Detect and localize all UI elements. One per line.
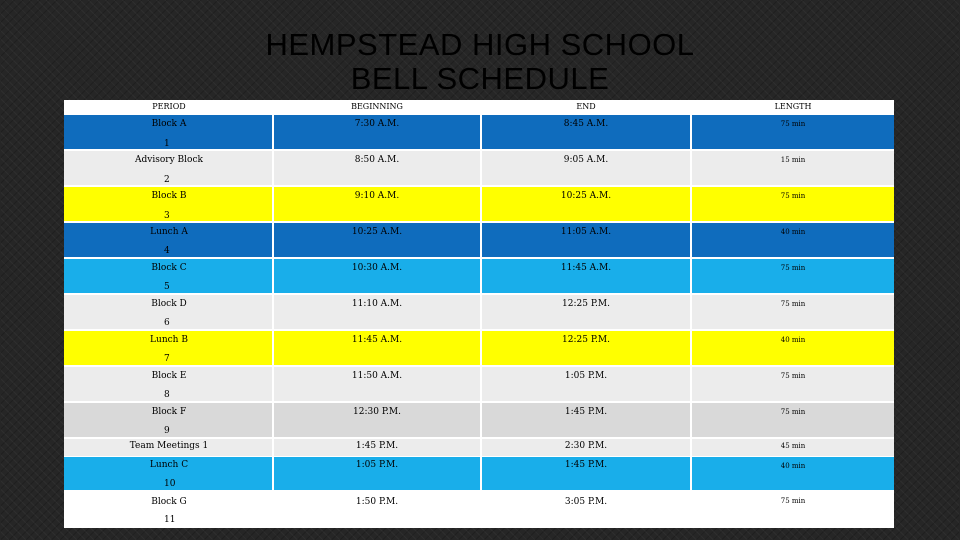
period-cell: Block E: [151, 371, 187, 381]
end-cell: 2:30 P.M.: [564, 441, 608, 451]
table-row: [64, 151, 894, 185]
length-cell: 75 min: [780, 120, 806, 128]
table-row: [64, 259, 894, 293]
page-title: [230, 28, 730, 96]
begin-cell: 1:05 P.M.: [355, 460, 399, 470]
period-cell: Team Meetings 1: [129, 441, 209, 451]
length-cell: 75 min: [780, 300, 806, 308]
begin-cell: 1:50 P.M.: [355, 497, 399, 507]
period-cell: Block G: [151, 497, 187, 507]
begin-cell: 9:10 A.M.: [354, 191, 400, 201]
table-row: [64, 491, 894, 528]
length-cell: 15 min: [780, 156, 806, 164]
end-cell: 1:05 P.M.: [564, 371, 608, 381]
begin-cell: 11:50 A.M.: [351, 371, 403, 381]
header-period-cell: [64, 100, 274, 115]
period-cell: Lunch C: [149, 460, 189, 470]
end-cell: 12:25 P.M.: [562, 335, 610, 345]
header-length-cell: [692, 100, 894, 115]
begin-cell: 7:30 A.M.: [354, 119, 400, 129]
header-end: END: [576, 102, 596, 111]
length-cell: 40 min: [780, 228, 806, 236]
length-cell: 40 min: [780, 462, 806, 470]
row-number: 8: [164, 390, 170, 400]
period-cell: Lunch B: [150, 335, 188, 345]
title-line-2: BELL SCHEDULE: [350, 61, 610, 96]
begin-cell: 10:25 A.M.: [351, 227, 403, 237]
header-period: PERIOD: [152, 102, 186, 111]
end-cell: 8:45 A.M.: [563, 119, 609, 129]
end-cell: 9:05 A.M.: [563, 155, 609, 165]
length-cell: 75 min: [780, 408, 806, 416]
header-beginning-cell: [274, 100, 482, 115]
end-cell: 11:45 A.M.: [560, 263, 612, 273]
end-cell: 10:25 A.M.: [560, 191, 612, 201]
row-number: 11: [164, 515, 176, 525]
length-cell: 40 min: [780, 336, 806, 344]
table-row: [64, 115, 894, 149]
bell-schedule-table: [64, 100, 894, 528]
length-cell: 75 min: [780, 264, 806, 272]
begin-cell: 11:10 A.M.: [351, 299, 403, 309]
row-number: 2: [164, 175, 170, 185]
row-number: 7: [164, 354, 170, 364]
period-cell: Block B: [151, 191, 187, 201]
table-row: [64, 403, 894, 437]
header-end-cell: [482, 100, 692, 115]
period-cell: Block C: [151, 263, 187, 273]
length-cell: 75 min: [780, 192, 806, 200]
end-cell: 11:05 A.M.: [560, 227, 612, 237]
length-cell: 45 min: [780, 442, 806, 450]
end-cell: 1:45 P.M.: [564, 407, 608, 417]
begin-cell: 8:50 A.M.: [354, 155, 400, 165]
row-number: 4: [164, 246, 170, 256]
begin-cell: 12:30 P.M.: [353, 407, 401, 417]
row-number: 9: [164, 426, 170, 436]
period-cell: Block F: [151, 407, 187, 417]
end-cell: 12:25 P.M.: [562, 299, 610, 309]
table-row: [64, 187, 894, 221]
header-row: [64, 100, 894, 115]
length-cell: 75 min: [780, 497, 806, 505]
begin-cell: 11:45 A.M.: [351, 335, 403, 345]
row-number: 10: [164, 479, 176, 489]
period-cell: Advisory Block: [135, 155, 203, 165]
header-length: LENGTH: [774, 102, 812, 111]
table-row: [64, 367, 894, 401]
table-row: [64, 457, 894, 490]
table-row: [64, 331, 894, 365]
begin-cell: 10:30 A.M.: [351, 263, 403, 273]
table-row: [64, 439, 894, 456]
header-beginning: BEGINNING: [351, 102, 403, 111]
title-line-1: HEMPSTEAD HIGH SCHOOL: [265, 27, 695, 62]
length-cell: 75 min: [780, 372, 806, 380]
period-cell: Lunch A: [150, 227, 188, 237]
table-row: [64, 223, 894, 257]
row-number: 6: [164, 318, 170, 328]
period-cell: Block D: [151, 299, 187, 309]
row-number: 1: [164, 139, 170, 149]
table-row: [64, 295, 894, 329]
end-cell: 1:45 P.M.: [564, 460, 608, 470]
period-cell: Block A: [151, 119, 187, 129]
row-number: 5: [164, 282, 170, 292]
end-cell: 3:05 P.M.: [564, 497, 608, 507]
row-number: 3: [164, 211, 170, 221]
begin-cell: 1:45 P.M.: [355, 441, 399, 451]
